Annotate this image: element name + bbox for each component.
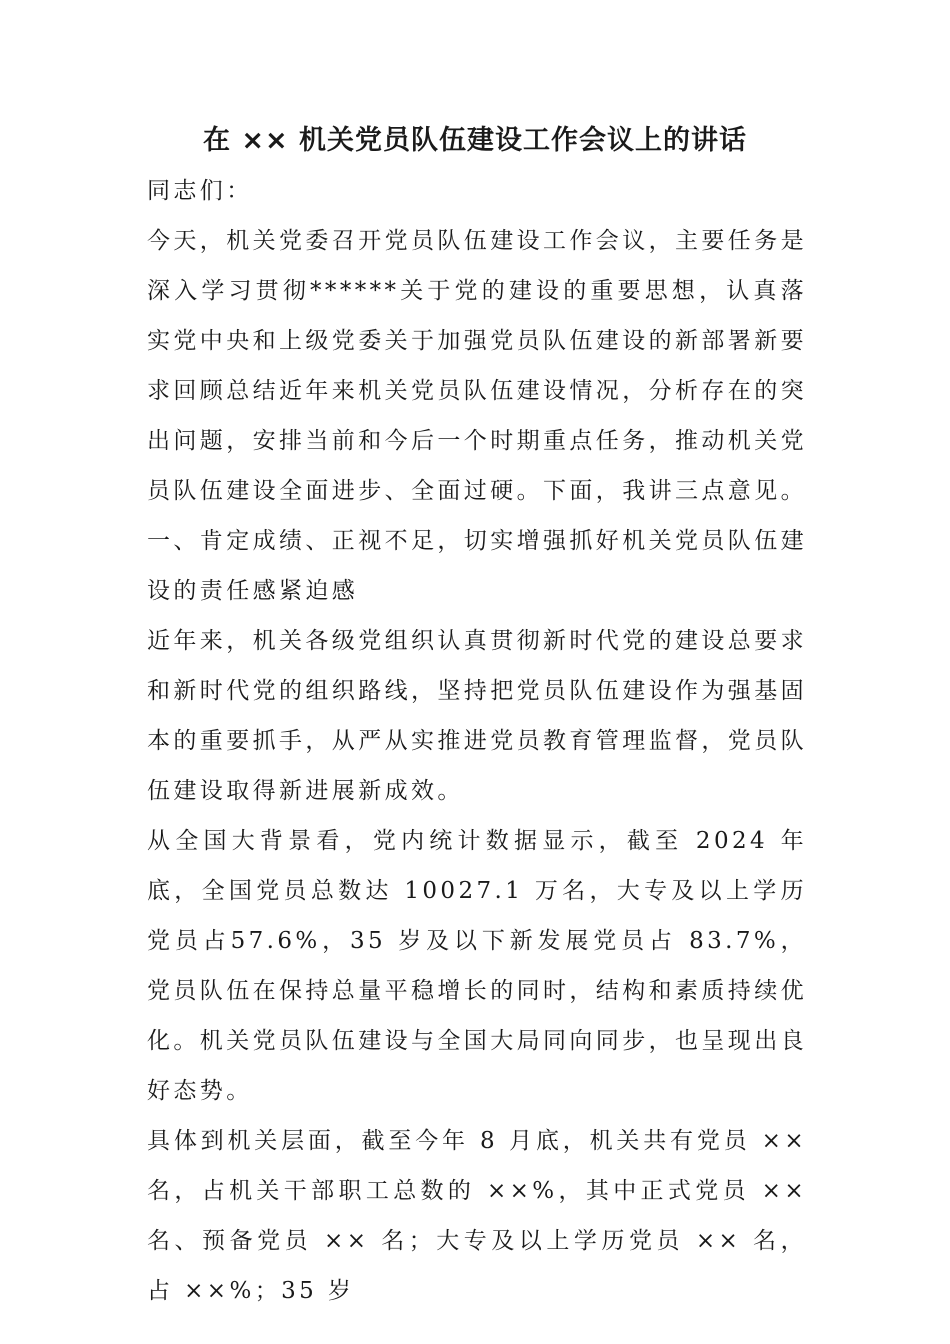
paragraph-organ-statistics: 具体到机关层面，截至今年 8 月底，机关共有党员 ×× 名，占机关干部职工总数的 ××%，其中正式党员 ×× 名、预备党员 ×× 名；大专及以上学历党员 ×× 名，占 ××%；35 岁 <box>147 1128 807 1304</box>
greeting: 同志们： <box>147 178 253 204</box>
speech-title: 在 ×× 机关党员队伍建设工作会议上的讲话 <box>202 125 748 156</box>
section-heading-1: 一、肯定成绩、正视不足，切实增强抓好机关党员队伍建设的责任感紧迫感 <box>147 528 807 604</box>
paragraph-national-statistics: 从全国大背景看，党内统计数据显示，截至 2024 年底，全国党员总数达 10027.1 万名，大专及以上学历党员占57.6%，35 岁及以下新发展党员占 83.7%，党员队伍在保持总量平稳增长的同时，结构和素质持续优化。机关党员队伍建设与全国大局同向同步，也呈现出良好态势。 <box>147 828 807 1104</box>
paragraph-intro: 今天，机关党委召开党员队伍建设工作会议，主要任务是深入学习贯彻******关于党的建设的重要思想，认真落实党中央和上级党委关于加强党员队伍建设的新部署新要求回顾总结近年来机关党员队伍建设情况，分析存在的突出问题，安排当前和今后一个时期重点任务，推动机关党员队伍建设全面进步、全面过硬。下面，我讲三点意见。 <box>147 228 807 504</box>
document-body <box>147 166 807 1316</box>
paragraph-achievements: 近年来，机关各级党组织认真贯彻新时代党的建设总要求和新时代党的组织路线，坚持把党员队伍建设作为强基固本的重要抓手，从严从实推进党员教育管理监督，党员队伍建设取得新进展新成效。 <box>147 628 807 804</box>
